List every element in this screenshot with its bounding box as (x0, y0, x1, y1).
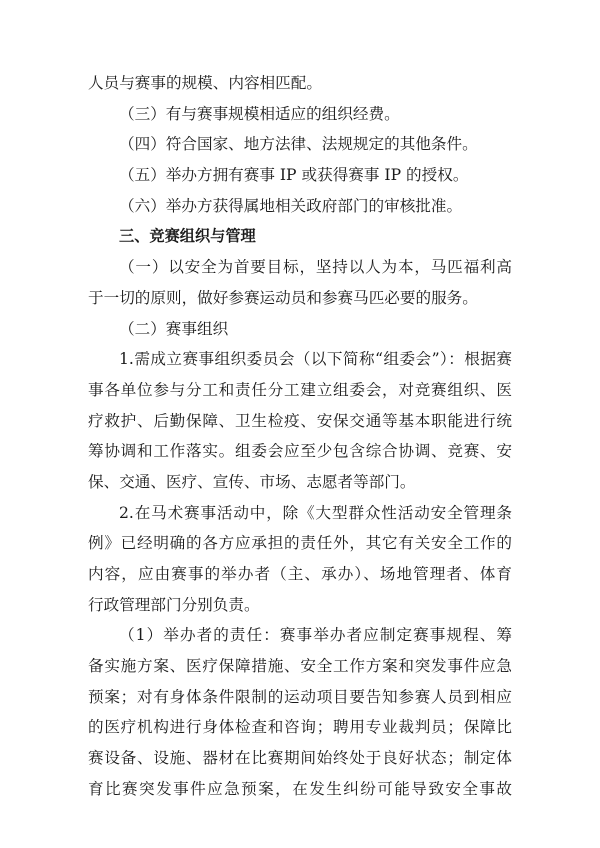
text-line: 的医疗机构进行身体检查和咨询；聘用专业裁判员；保障比 (88, 718, 512, 737)
text-line: 筹协调和工作落实。组委会应至少包含综合协调、竞赛、安 (88, 442, 512, 461)
text-line: （六）举办方获得属地相关政府部门的审核批准。 (119, 196, 463, 215)
section-heading: 三、竞赛组织与管理 (119, 227, 256, 246)
text-line: 事各单位参与分工和责任分工建立组委会，对竞赛组织、医 (88, 380, 512, 399)
text-line: 于一切的原则，做好参赛运动员和参赛马匹必要的服务。 (88, 288, 478, 307)
text-line: （五）举办方拥有赛事 IP 或获得赛事 IP 的授权。 (119, 166, 469, 185)
document-body (88, 68, 512, 805)
text-line: 内容，应由赛事的举办者（主、承办）、场地管理者、体育 (88, 565, 512, 583)
text-line: 2.在马术赛事活动中，除《大型群众性活动安全管理条 (119, 503, 512, 522)
text-line: （一）以安全为首要目标，坚持以人为本，马匹福利高 (119, 258, 512, 277)
text-line: 赛设备、设施、器材在比赛期间始终处于良好状态；制定体 (88, 749, 512, 768)
text-line: 疗救护、后勤保障、卫生检疫、安保交通等基本职能进行统 (88, 411, 512, 430)
text-line: 育比赛突发事件应急预案，在发生纠纷可能导致安全事故 (88, 779, 512, 798)
text-line: 预案；对有身体条件限制的运动项目要告知参赛人员到相应 (88, 687, 512, 706)
text-line: （四）符合国家、地方法律、法规规定的其他条件。 (119, 135, 478, 154)
text-line: 保、交通、医疗、宣传、市场、志愿者等部门。 (88, 472, 416, 491)
text-line: 例》已经明确的各方应承担的责任外，其它有关安全工作的 (88, 534, 512, 553)
text-line: （二）赛事组织 (119, 319, 229, 338)
text-line: （三）有与赛事规模相适应的组织经费。 (119, 104, 400, 123)
text-line: 人员与赛事的规模、内容相匹配。 (88, 74, 322, 92)
text-line: 备实施方案、医疗保障措施、安全工作方案和突发事件应急 (88, 657, 512, 676)
text-line: （1）举办者的责任：赛事举办者应制定赛事规程、筹 (119, 626, 512, 645)
text-line: 1.需成立赛事组织委员会（以下简称“组委会”）：根据赛 (119, 350, 512, 369)
text-line: 行政管理部门分别负责。 (88, 595, 260, 614)
